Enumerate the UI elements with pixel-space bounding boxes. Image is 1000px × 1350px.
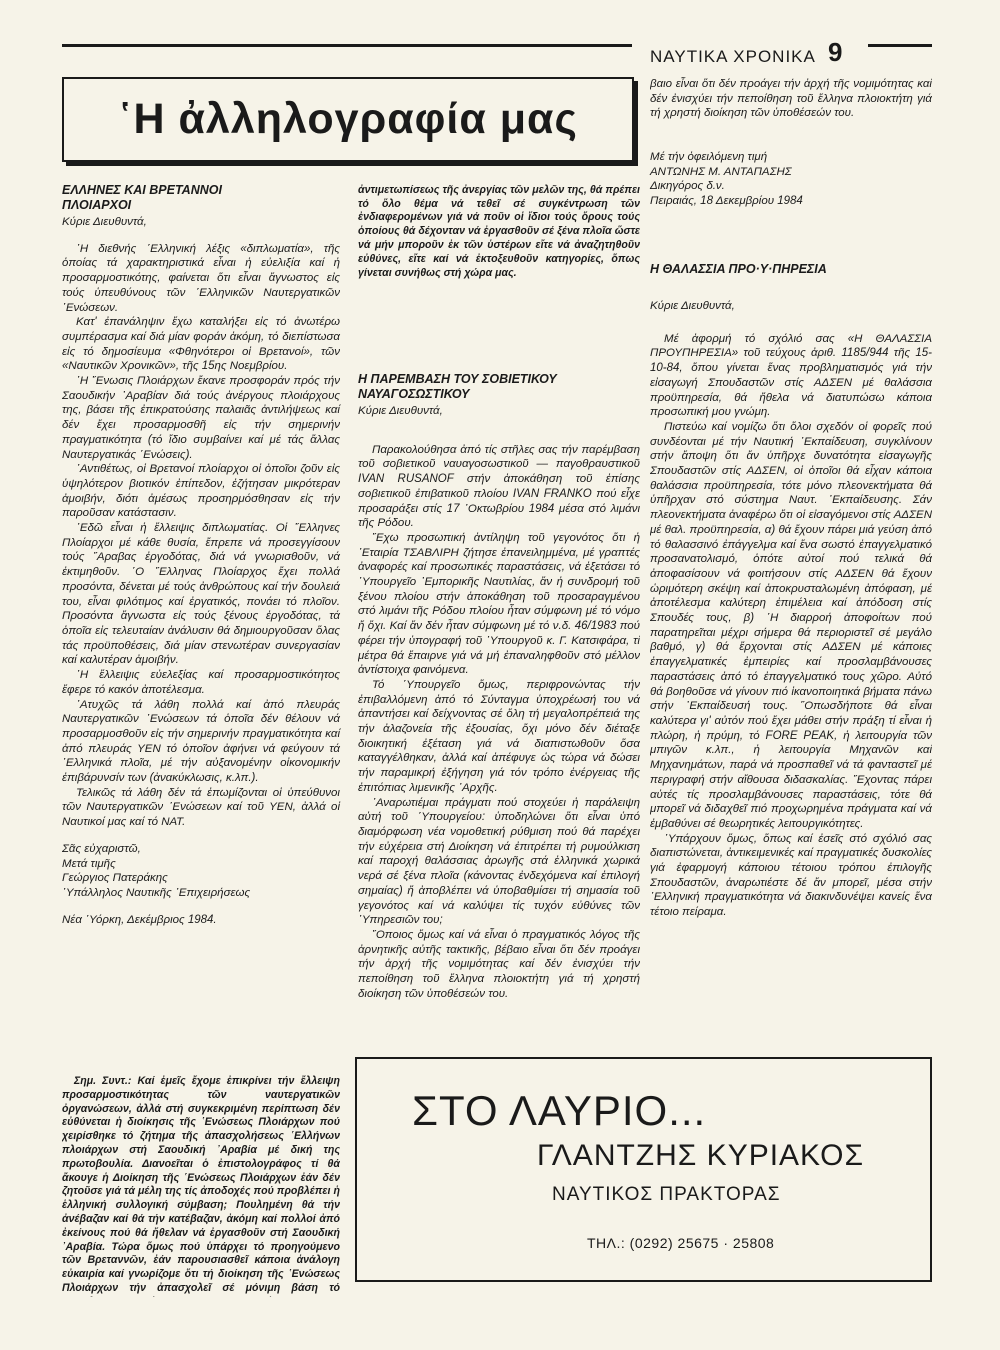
editor-note-text: ἀντιμετωπίσεως τῆς ἀνεργίας τῶν μελῶν της, θά πρέπει τό ὅλο θέμα νά τεθεῖ σέ συγκέντρωση τῶν ἐνδιαφερομένων γιά νά ποῦν οἱ ἴδιοι τούς ὅρους τούς ὁποίους θά δέχονταν νά ἐργασθοῦν σέ ξένα πλοῖα ὥστε νά μήν μποροῦν ἐκ τῶν ὑστέρων εἴτε νά ἀναζητηθοῦν εὐθύνες, εἴτε καί νά ἐκτοξευθοῦν κατηγορίες, ὅπως γίνεται συνήθως στή χώρα μας.	[358, 183, 640, 279]
section-title: ῾Η ἀλληλογραφία μας	[118, 95, 578, 143]
letter2-paragraph: ῞Οποιος ὅμως καί νά εἶναι ὁ πραγματικός λόγος τῆς ἀρνητικῆς αὐτῆς τακτικῆς, βέβαιο εἶναι ὅτι δέν προάγει τήν ἀρχή τῆς νομιμότητας καί δέν ἐνισχύει τήν πεποίθηση τοῦ ἕλληνα πλοιοκτήτη γιά τή χρηστή διοίκηση τῶν ὑποθέσεών του.	[358, 928, 640, 1000]
letter1-signature-line: Γεώργιος Πατεράκης	[62, 872, 168, 885]
letter3-paragraph: Πιστεύω καί νομίζω ὅτι ὅλοι σχεδόν οἱ φορεῖς πού συνδέονται μέ τήν Ναυτική ᾿Εκπαίδευση, συγκλίνουν στήν ἄποψη ὅτι ἄν ὑπῆρχε δυνατότητα εἰσαγωγῆς Σπουδαστῶν στίς ΑΔΣΕΝ, οἱ ὁποῖοι θά εἶχαν κάποια θαλάσσια προϋπηρεσία, τότε μόνο πλεονεκτήματα θά ὑπῆρχαν στό σύστημα Ναυτ. ᾿Εκπαίδευσης. Σάν πλεονεκτήματα ἀναφέρω ὅτι οἱ εἰσαγόμενοι στίς ΑΔΣΕΝ μέ θαλ. προϋπηρεσία, α) θά ἔχουν πάρει μιά γεύση ἀπό τό θαλασσινό ἐπάγγελμα καί ἕνα σωστό ἐπαγγελματικό προσανατολισμό, ὁπότε αὐτοί πού τελικά θά ἀποφασίσουν νά φοιτήσουν στίς ΑΔΣΕΝ θά ἔχουν ὡριμότερη σκέψη καί ἀποκρυσταλωμένη ἀπόφαση, μέ ἀποτέλεσμα καλύτερη ἐπιμέλεια καί ἀπόδοση στίς Σπουδές τους, β) ῾Η διαρροή ἀποφοίτων πού παρατηρεῖται μέχρι σήμερα θά περιοριστεῖ σέ μεγάλο βαθμό, γ) θά ἔρχονται στίς ΑΔΣΕΝ μέ κάποιες ἐπαγγελματικές ἐμπειρίες καί προσλαμβάνουσες παραστάσεις ἀπό τό ἐπαγγελματικό τους χῶρο. Αὐτό θά βοηθοῦσε νά γίνουν πιό ἱκανοποιητικά βήματα πάνω στήν ᾿Εκπαίδευσή τους. ῞Οπωσδήποτε θά εἶναι καλύτερα γι' αὐτόν πού ἔχει μάθει στήν πράξη τί εἶναι ἡ πλώρη, ἡ πρύμη, τό FORE PEAK, ἡ λειτουργία τῶν μπιγῶν κ.λπ., ἡ λειτουργία Μηχανῶν καί Μηχανημάτων, παρά νά προσπαθεῖ νά τά φανταστεῖ μέ περιγραφή στήν αἴθουσα διδασκαλίας. ῎Εχοντας πάρει αὐτές τίς προσλαμβάνουσες παραστάσεις, τότε θά μπορεῖ νά διδαχθεῖ πιό προχωρημένα πράγματα καί νά ἐμβαθύνει σέ θεωρητικές λειτουργικότητες.	[650, 420, 932, 830]
letter1-heading-line1: ΕΛΛΗΝΕΣ ΚΑΙ ΒΡΕΤΑΝΝΟΙ	[62, 183, 222, 197]
letter2-signature-line: Μέ τήν ὀφειλόμενη τιμή	[650, 151, 768, 163]
ad-phone: ΤΗΛ.: (0292) 25675 · 25808	[587, 1235, 775, 1251]
letter2-signature-line: Δικηγόρος δ.ν.	[650, 180, 725, 193]
letter2-heading-line2: ΝΑΥΑΓΟΣΩΣΤΙΚΟΥ	[358, 387, 470, 401]
letter1-paragraph: ῾Η διεθνής ῾Ελληνική λέξις «διπλωματία», τῆς ὁποίας τά χαρακτηριστικά εἶναι ἡ εὐελιξία καί ἡ προσαρμοστικότης, φαίνεται ὅτι εἶναι ἄγνωστος εἰς τούς ὑπευθύνους τῶν ῾Ελληνικῶν Ναυτεργατικῶν ῾Ενώσεων.	[62, 242, 340, 314]
publication-name: ΝΑΥΤΙΚΑ ΧΡΟΝΙΚΑ	[650, 47, 816, 66]
page-number: 9	[828, 37, 843, 67]
letter1-salutation: Κύριε Διευθυντά,	[62, 216, 147, 228]
letter2-paragraph: ᾿Αναρωτιέμαι πράγματι πού στοχεύει ἡ παράλειψη αὐτή τοῦ ῾Υπουργείου: ὑποδηλώνει ὅτι εἶναι ὑπό διαμόρφωση νέα νομοθετική ρύθμιση πού θά παρέχει τήν εὐχέρεια στή Διοίκηση νά ἐπιτρέπει τή ρυμούλκιση καί παροχή θαλάσσιας ἀρωγῆς στά ἑλληνικά χωρικά νερά σέ ξένα πλοῖα (κάνοντας ἐνδεχόμενα καί ἐπιλογή σημαίας) ἤ ἀποβλέπει νά ὑποβαθμίσει τή σημασία τοῦ γεγονότος καί νά καλύψει τίς τυχόν εὐθύνες τῶν ῾Υπηρεσιῶν του;	[358, 796, 640, 927]
letter1-heading-line2: ΠΛΟΙΑΡΧΟΙ	[62, 198, 132, 212]
letter2-paragraph: Τό ῾Υπουργεῖο ὅμως, περιφρονώντας τήν ἐπιβαλλόμενη ἀπό τό Σύνταγμα ὑποχρέωσή του νά ἀπαντήσει καί δείχνοντας σέ ὅλη τή μεγαλοπρέπειά της τήν ἀλαζονεία τῆς ἐξουσίας, ὄχι μόνο δέν διέταξε διοικητική ἐξέταση γιά νά διαπιστωθοῦν ὅσα καταγγέλθηκαν, ἀλλά καί ἀπέφυγε ὡς τώρα νά δώσει τήν παραμικρή ἐξήγηση γιά τόν τρόπο ἐνέργειας τῆς ἐπιτόπιας λιμενικῆς ᾿Αρχῆς.	[358, 678, 640, 794]
header-rule-left	[62, 44, 632, 47]
editor-note-text: Καί ἐμεῖς ἔχομε ἐπικρίνει τήν ἔλλειψη προσαρμοστικότητας τῶν ναυτεργατικῶν ὀργανώσεων, ἀλλά στή συγκεκριμένη περίπτωση δέν εὐθύνεται ἡ διοίκησις τῆς ῾Ενώσεως Πλοιάρχων πού χειρίσθηκε τό ζήτημα τῆς ἀπασχολήσεως ῾Ελλήνων πλοιάρχων στή Σαουδική ᾿Αραβία μέ δική της πρωτοβουλία. Διανοεῖται ὁ ἐπιστολογράφος τί θά ἄκουγε ἡ Διοίκηση τῆς ῾Ενώσεως Πλοιάρχων ἐάν δέν ζητοῦσε γιά τά μέλη της τίς ἀποδοχές πού προβλέπει ἡ ἑλληνική συλλογική σύμβαση; Πουλημένη θά τήν ἀνέβαζαν καί θά τήν κατέβαζαν, ἀκόμη καί πολλοί ἀπό ἐκείνους πού θά ἤθελαν νά ἐργασθοῦν στή Σαουδική ᾿Αραβία. Τώρα ὅμως πού ὑπάρχει τό προηγούμενο τῶν Βρεταννῶν, ἐάν παρουσιασθεῖ κάποια ἀνάλογη εὐκαιρία καί γνωρίζομε ὅτι τή διοίκηση τῆς ῾Ενώσεως Πλοιάρχων τήν ἀπασχολεῖ σέ μόνιμη βάση τό	[62, 1075, 340, 1294]
letter1	[62, 183, 340, 927]
editor-note-label: Σημ. Συντ.:	[74, 1075, 132, 1087]
letter2-paragraph: Παρακολούθησα ἀπό τίς στῆλες σας τήν παρέμβαση τοῦ σοβιετικοῦ ναυαγοσωστικοῦ — παγοθραυστικοῦ IVAN RUSANOF στήν ἀποκάθηση τοῦ ἐπίσης σοβιετικοῦ ἐπιβατικοῦ πλοίου IVAN FRANKO πού εἶχε προσαράξει στίς 17 ᾿Οκτωβρίου 1984 μέσα στό λιμάνι τῆς Ρόδου.	[358, 443, 640, 530]
letter2-paragraph-end: βαιο εἶναι ὅτι δέν προάγει τήν ἀρχή τῆς νομιμότητας καί δέν ἐνισχύει τήν πεποίθηση τοῦ ἕλληνα πλοιοκτήτη γιά τή χρηστή διοίκηση τῶν ὑποθέσεών του.	[650, 78, 932, 120]
letter2-paragraph: ῎Εχω προσωπική ἀντίληψη τοῦ γεγονότος ὅτι ἡ ᾿Εταιρία ΤΣΑΒΛΙΡΗ ζήτησε ἐπανειλημμένα, μέ γραπτές ἀναφορές καί προσωπικές παραστάσεις, νά ἐξετάσει τό ῾Υπουργεῖο ᾿Εμπορικῆς Ναυτιλίας, ἄν ἡ συνδρομή τοῦ ξένου πλοίου στήν ἀποκάθηση τοῦ προσαραγμένου στό λιμάνι τῆς Ρόδου πλοίου ἦταν σύμφωνη μέ τό νόμο ἤ ὄχι. Καί ἄν δέν ἦταν σύμφωνη μέ τό ν.δ. 46/1983 πού φέρει τήν ὑπογραφή τοῦ ῾Υπουργοῦ κ. Γ. Κατσιφάρα, τί μέτρα θά ἔπαιρνε γιά νά μή ἐπαναληφθοῦν στό μέλλον ἀντίστοιχα φαινόμενα.	[358, 531, 640, 677]
letter2-place-date: Πειραιάς, 18 Δεκεμβρίου 1984	[650, 195, 803, 208]
letter1-place-date: Νέα ῾Υόρκη, Δεκέμβριος 1984.	[62, 913, 217, 926]
letter1-paragraph: ᾿Αντιθέτως, οἱ Βρετανοί πλοίαρχοι οἱ ὁποῖοι ζοῦν εἰς ὑψηλότερον βιοτικόν ἐπίπεδον, ἐζήτησαν μικρότεραν ἀμοιβήν, διότι ἀμέσως προσηρμόσθησαν εἰς τήν παροῦσαν κατάστασιν.	[62, 463, 340, 520]
editor-note-part1	[62, 1075, 340, 1297]
letter1-paragraph: Τελικῶς τά λάθη δέν τά ἐπωμίζονται οἱ ὑπεύθυνοι τῶν Ναυτεργατικῶν ῾Ενώσεων καί τοῦ ΥΕΝ, ἀλλά οἱ Ναυτικοί μας καί τό ΝΑΤ.	[62, 786, 340, 829]
advertisement-box	[355, 1057, 932, 1282]
letter1-paragraph: Κατ' ἐπανάληψιν ἔχω καταλήξει εἰς τό ἀνωτέρω συμπέρασμα καί διά μίαν φοράν ἀκόμη, τό διεπίστωσα εἰς τό δημοσίευμα «Φθηνότεροι οἱ Βρετανοί», τῶν «Ναυτικῶν Χρονικῶν», τῆς 15ης Νοεμβρίου.	[62, 316, 340, 373]
letter2-salutation: Κύριε Διευθυντά,	[358, 405, 443, 417]
letter1-signature-line: ῾Υπάλληλος Ναυτικῆς ᾿Επιχειρήσεως	[62, 886, 251, 899]
letter3-paragraph: ῾Υπάρχουν ὅμως, ὅπως καί ἐσεῖς στό σχόλιό σας διαπιστώνεται, ἀντικειμενικές καί πραγματικές δυσκολίες γιά ἐφαρμογή κάποιου τέτοιου τρόπου ἐπιλογῆς Σπουδαστῶν, ἀναρωτιέστε δέ ἄν μπορεῖ, μέσα στήν ῾Ελληνική πραγματικότητα νά διακινδυνέψει κανείς ἕνα τέτοιο πείραμα.	[650, 832, 932, 919]
letter1-signature-line: Σᾶς εὐχαριστῶ,	[62, 842, 141, 855]
letter3-salutation: Κύριε Διευθυντά,	[650, 300, 735, 312]
letter1-paragraph: ᾿Ατυχῶς τά λάθη πολλά καί ἀπό πλευράς Ναυτεργατικῶν ῾Ενώσεων τά ὁποῖα δέν θέλουν νά προσαρμοσθοῦν εἰς τήν σημερινήν πραγματικότητα καί ἀπό πλευράς ΥΕΝ τό ὁποῖον ἀφήνει νά φεύγουν τά ῾Ελληνικά πλοῖα, μέ τήν αὐξανομένην οἰκονομικήν ἐπιβάρυνσίν των (ἀνακύκλωσις, κ.λπ.).	[62, 698, 340, 785]
letter3-paragraph: Μέ ἀφορμή τό σχόλιό σας «Η ΘΑΛΑΣΣΙΑ ΠΡΟΥΠΗΡΕΣΙΑ» τοῦ τεύχους ἀριθ. 1185/944 τῆς 15-10-84, ὅπου γίνεται ἕνας προβληματισμός γιά τήν εἰσαγωγή Σπουδαστῶν στίς ΑΔΣΕΝ μέ θαλάσσια προϋπηρεσία, θά ἤθελα νά διατυπώσω κάποια προσωπική μου γνώμη.	[650, 332, 932, 419]
letter1-paragraph: ῾Η ἔλλειψις εὐελεξίας καί προσαρμοστικότητος ἔφερε τό κακόν ἀποτέλεσμα.	[62, 669, 340, 696]
editor-note-part2	[358, 183, 640, 333]
letter1-signature-line: Μετά τιμῆς	[62, 857, 116, 870]
letter3-heading: Η ΘΑΛΑΣΣΙΑ ΠΡΟ·Υ·ΠΗΡΕΣΙΑ	[650, 262, 827, 276]
letter2-heading-line1: Η ΠΑΡΕΜΒΑΣΗ ΤΟΥ ΣΟΒΙΕΤΙΚΟΥ	[358, 372, 557, 386]
ad-profession: ΝΑΥΤΙΚΟΣ ΠΡΑΚΤΟΡΑΣ	[552, 1184, 781, 1205]
letter1-paragraph: ῾Η ῞Ενωσις Πλοιάρχων ἔκανε προσφοράν πρός τήν Σαουδικήν ᾿Αραβίαν διά τούς ἀνέργους πλοιάρχους της, βάσει τῆς ἐπικρατούσης παλαιᾶς ἀντιλήψεως καί δέν ἔχει προσαρμοσθῆ εἰς τήν σημερινήν πραγματικότητα (τό ἴδιο συμβαίνει καί μέ τάς ἄλλας Ναυτεργατικάς ῾Ενώσεις).	[62, 375, 340, 461]
header-rule-right	[868, 44, 932, 47]
ad-name: ΓΛΑΝΤΖΗΣ ΚΥΡΙΑΚΟΣ	[537, 1139, 865, 1172]
letter2-signature-block	[650, 150, 932, 209]
letter2	[358, 372, 640, 1047]
letter2-signature-line: ΑΝΤΩΝΗΣ Μ. ΑΝΤΑΠΑΣΗΣ	[650, 165, 792, 178]
letter1-paragraph: ᾿Εδῶ εἶναι ἡ ἔλλειψις διπλωματίας. Οἱ ῞Ελληνες Πλοίαρχοι μέ κάθε θυσία, ἔπρεπε νά προσεγγίσουν τούς ῎Αραβας ἐργοδότας, διά νά γνωρισθοῦν, νά ἐκτιμηθοῦν. ῾Ο ῞Ελληνας Πλοίαρχος ἔχει πολλά προσόντα, δένεται μέ τούς ἀνθρώπους καί τήν δουλειά του, εἶναι φιλότιμος καί ἐργατικός, πονάει τό πλοῖον. Προσόντα ἄγνωστα εἰς τούς ξένους ἐργοδότας, τά ὁποῖα εἰς τελευταίαν ἀνάλυσιν θά δημιουργοῦσαν ὅλας τάς προϋποθέσεις, διά μίαν στενωτέραν συνεργασίαν καί καλυτέραν ἀμοιβήν.	[62, 522, 340, 667]
section-title-box	[62, 77, 634, 162]
letter3	[650, 262, 932, 1047]
ad-location: ΣΤΟ ΛΑΥΡΙΟ...	[412, 1087, 707, 1134]
